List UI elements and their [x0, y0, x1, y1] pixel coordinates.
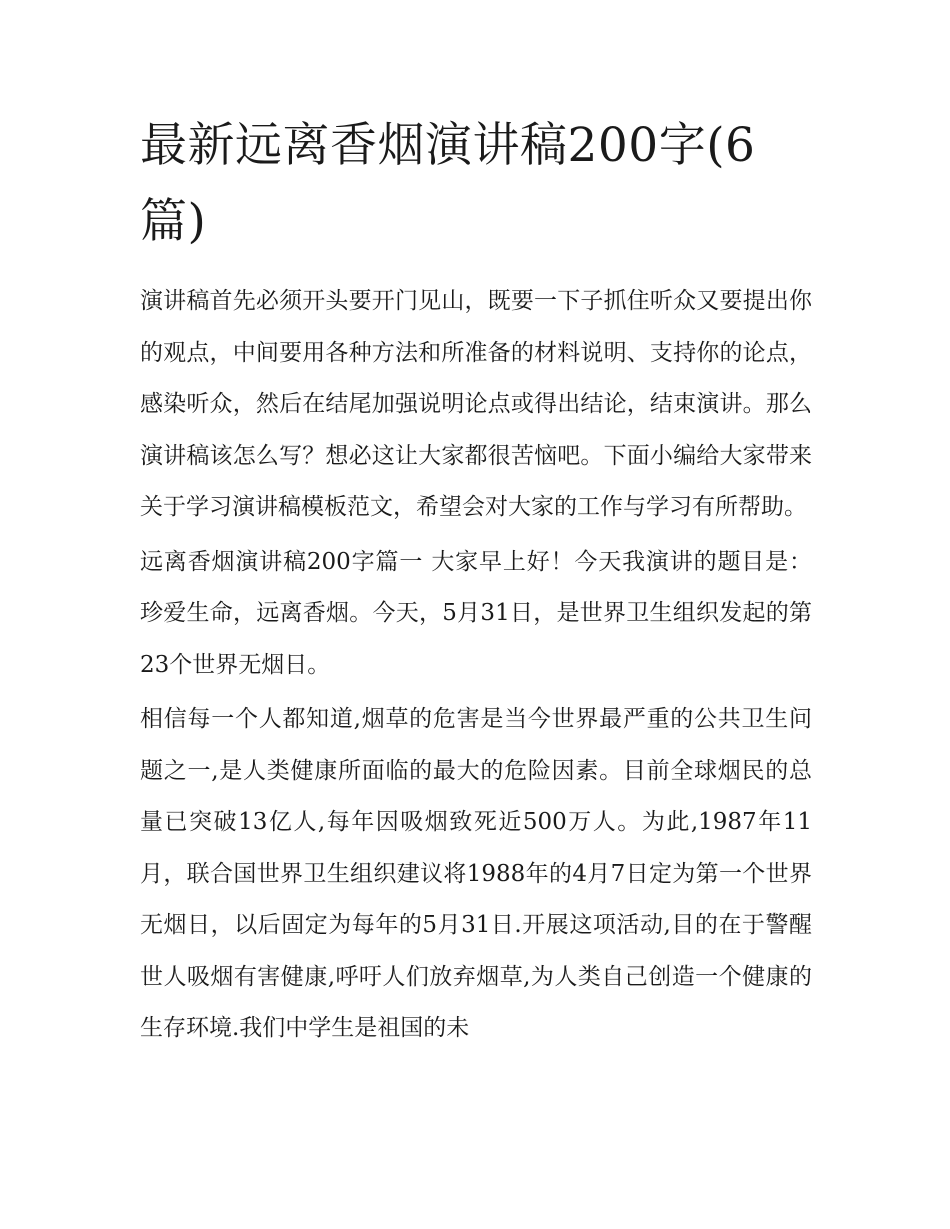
- document-title: 最新远离香烟演讲稿200字(6篇): [140, 118, 756, 249]
- speech-opening-paragraph: 远离香烟演讲稿200字篇一 大家早上好！今天我演讲的题目是：珍爱生命，远离香烟。今天，5月31日，是世界卫生组织发起的第23个世界无烟日。: [140, 548, 812, 678]
- tobacco-harm-paragraph: 相信每一个人都知道,烟草的危害是当今世界最严重的公共卫生问题之一,是人类健康所面临的最大的危险因素。目前全球烟民的总量已突破13亿人,每年因吸烟致死近500万人。为此,1987年11月，联合国世界卫生组织建议将1988年的4月7日定为第一个世界无烟日，以后固定为每年的5月31日.开展这项活动,目的在于警醒世人吸烟有害健康,呼吁人们放弃烟草,为人类自己创造一个健康的生存环境.我们中学生是祖国的未: [140, 706, 812, 1041]
- document-page: [140, 108, 812, 1055]
- intro-paragraph: 演讲稿首先必须开头要开门见山，既要一下子抓住听众又要提出你的观点，中间要用各种方法和所准备的材料说明、支持你的论点，感染听众，然后在结尾加强说明论点或得出结论，结束演讲。那么演讲稿该怎么写？想必这让大家都很苦恼吧。下面小编给大家带来关于学习演讲稿模板范文，希望会对大家的工作与学习有所帮助。: [140, 288, 812, 520]
